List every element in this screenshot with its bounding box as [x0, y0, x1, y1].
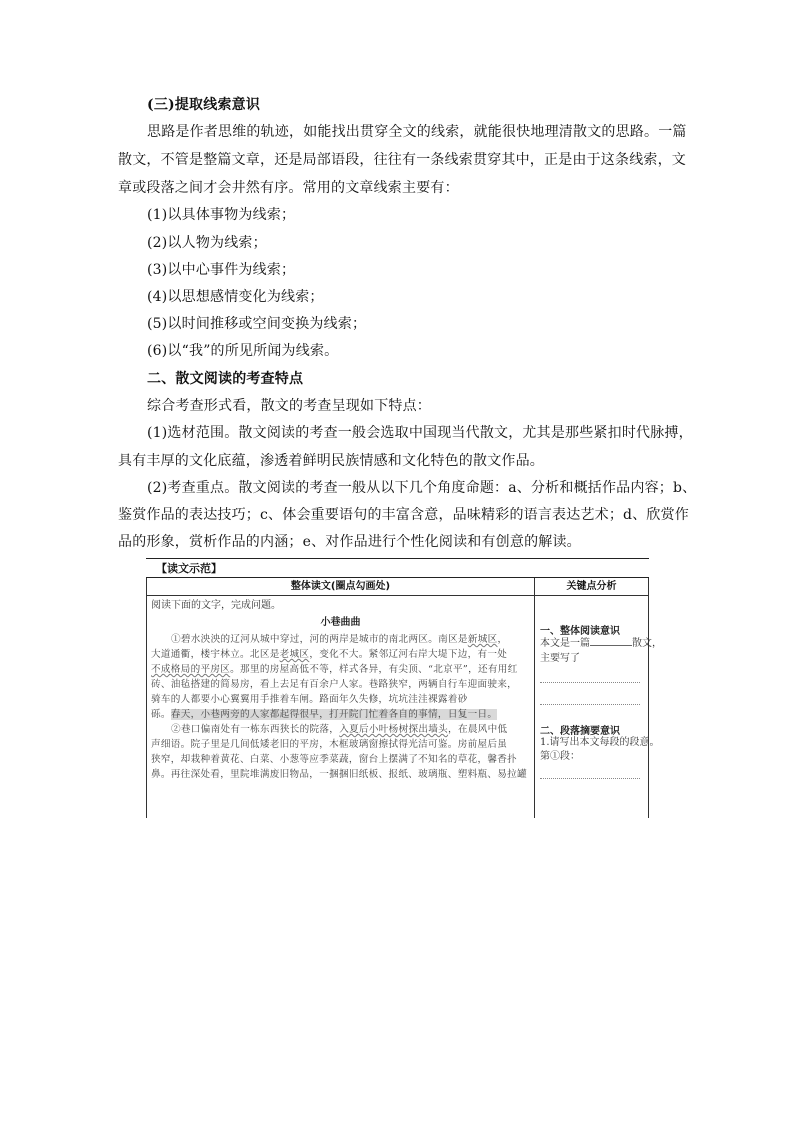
paragraph-line: 思路是作者思维的轨迹，如能找出贯穿全文的线索，就能很快地理清散文的思路。一篇 [147, 124, 687, 140]
figure-header-label: 【读文示范】 [156, 562, 222, 575]
story-line: 声细语。院子里是几间低矮老旧的平房，木框玻璃窗擦拭得光洁可鉴。房前屋后虽 [151, 739, 508, 750]
clue-item: (2)以人物为线索； [147, 235, 267, 251]
story-line: 鼻。再往深处看，里院堆满废旧物品，一捆捆旧纸板、报纸、玻璃瓶、塑料瓶、易拉罐 [151, 769, 527, 780]
instruction-text: 阅读下面的文字，完成问题。 [151, 600, 281, 611]
analysis-line: 本文是一篇 散文， [540, 638, 662, 649]
paragraph-line: 鉴赏作品的表达技巧；c、体会重要语句的丰富含意，品味精彩的语言表达艺术；d、欣赏作 [118, 507, 690, 523]
paragraph-line: (1)选材范围。散文阅读的考查一般会选取中国现当代散文，尤其是那些紧扣时代脉搏， [147, 425, 693, 441]
analysis-title: 二、段落摘要意识 [540, 726, 620, 737]
answer-blank [540, 682, 640, 683]
story-line: 砾。春天，小巷两旁的人家都起得很早，打开院门忙着各自的事情，日复一日。 [151, 709, 498, 720]
section-title-clue: (三)提取线索意识 [147, 97, 261, 113]
story-line: 骑车的人都要小心翼翼用手推着车闸。路面年久失修，坑坑洼洼裸露着砂 [151, 694, 468, 705]
analysis-line: 1.请写出本文每段的段意。 [540, 737, 660, 748]
analysis-line: 第①段： [540, 751, 580, 762]
figure-header [146, 558, 649, 578]
clue-item: (3)以中心事件为线索； [147, 262, 296, 278]
paragraph-line: 具有丰厚的文化底蕴，渗透着鲜明民族情感和文化特色的散文作品。 [118, 453, 544, 469]
column-header-left: 整体读文(圈点勾画处) [147, 578, 534, 596]
analysis-line: 主要写了 [540, 653, 580, 664]
story-line: 狭窄，却栽种着黄花、白菜、小葱等应季菜蔬，窗台上摆满了不知名的草花，馨香扑 [151, 754, 518, 765]
clue-item: (1)以具体事物为线索； [147, 207, 296, 223]
story-line: 砖、油毡搭建的简易房，看上去足有百余户人家。巷路狭窄，两辆自行车迎面驶来， [151, 679, 518, 690]
answer-blank [540, 704, 640, 705]
answer-blank [540, 778, 640, 779]
column-divider [534, 578, 535, 818]
reading-demo-figure [146, 558, 662, 809]
story-line: ②巷口偏南处有一栋东西狭长的院落，入夏后小叶杨树探出墙头，在晨风中低 [171, 724, 508, 735]
story-line: 不成格局的平房区。那里的房屋高低不等，样式各异，有尖顶、“北京平”，还有用红 [151, 664, 518, 675]
column-header-right: 关键点分析 [535, 578, 648, 596]
clue-item: (5)以时间推移或空间变换为线索； [147, 316, 367, 332]
paragraph-line: 综合考查形式看，散文的考查呈现如下特点： [147, 398, 431, 414]
clue-item: (6)以“我”的所见所闻为线索。 [147, 343, 339, 359]
story-line: 大道通衢，楼宇林立。北区是老城区，变化不大。紧邻辽河右岸大堤下边，有一处 [151, 649, 508, 660]
paragraph-line: 散文，不管是整篇文章，还是局部语段，往往有一条线索贯穿其中，正是由于这条线索，文 [118, 152, 686, 168]
story-line: ①碧水泱泱的辽河从城中穿过，河的两岸是城市的南北两区。南区是新城区， [171, 634, 508, 645]
section-title-features: 二、散文阅读的考查特点 [147, 371, 304, 387]
analysis-title: 一、整体阅读意识 [540, 626, 620, 637]
story-title: 小巷曲曲 [320, 617, 361, 628]
reading-table [146, 578, 662, 818]
paragraph-line: 章或段落之间才会井然有序。常用的文章线索主要有： [118, 180, 459, 196]
paragraph-line: 品的形象，赏析作品的内涵；e、对作品进行个性化阅读和有创意的解读。 [118, 534, 581, 550]
paragraph-line: (2)考查重点。散文阅读的考查一般从以下几个角度命题：a、分析和概括作品内容；b、 [147, 480, 697, 496]
clue-item: (4)以思想感情变化为线索； [147, 289, 324, 305]
